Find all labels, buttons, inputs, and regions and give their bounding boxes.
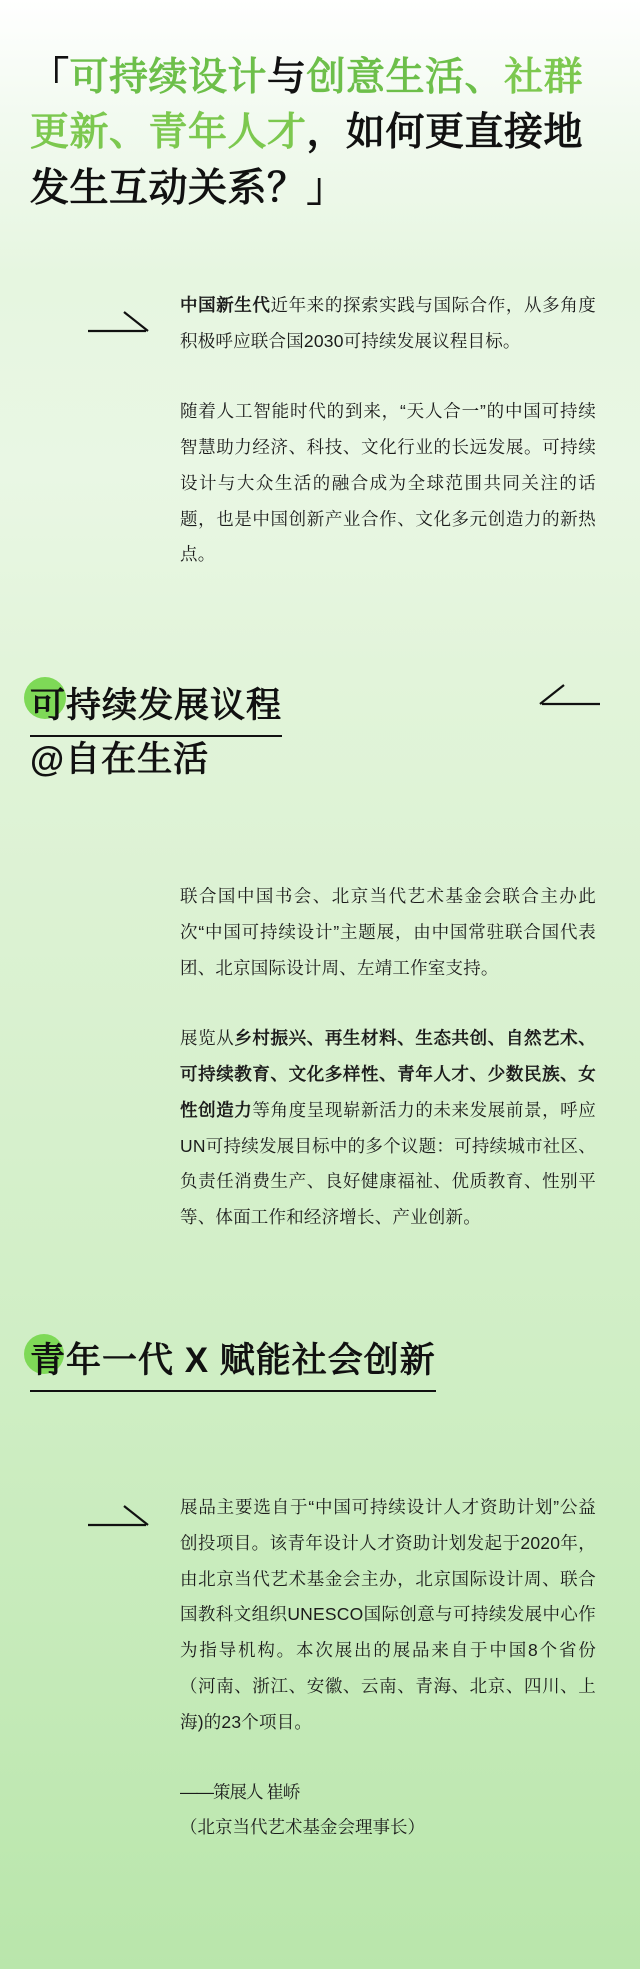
agenda-paragraph-2 bbox=[180, 1021, 596, 1236]
youth-paragraph: 展品主要选自于“中国可持续设计人才资助计划”公益创投项目。该青年设计人才资助计划发起于2020年，由北京当代艺术基金会主办，北京国际设计周、联合国教科文组织UNESCO国际创意与可持续发展中心作为指导机构。本次展出的展品来自于中国8个省份（河南、浙江、安徽、云南、青海、北京、四川、上海)的23个项目。 bbox=[180, 1496, 596, 1733]
headline-part2: 与 bbox=[267, 56, 307, 99]
agenda-paragraph-1: 联合国中国书会、北京当代艺术基金会联合主办此次“中国可持续设计”主题展，由中国常驻联合国代表团、北京国际设计周、左靖工作室支持。 bbox=[180, 886, 596, 979]
curator-signature bbox=[180, 1775, 596, 1845]
section-heading-youth-title: 青年一代 X 赋能社会创新 bbox=[30, 1338, 436, 1392]
section-heading-youth-text bbox=[30, 1338, 610, 1392]
arrow-right-icon bbox=[88, 1504, 150, 1534]
agenda-paragraph-2-post: 等角度呈现崭新活力的未来发展前景，呼应UN可持续发展目标中的多个议题：可持续城市社区、负责任消费生产、良好健康福祉、优质教育、性别平等、体面工作和经济增长、产业创新。 bbox=[180, 1099, 596, 1228]
headline-part5: ，如何 bbox=[306, 111, 426, 155]
section-heading-agenda-line1: 可持续发展议程 bbox=[30, 683, 282, 737]
intro-paragraph-2: 随着人工智能时代的到来，“天人合一”的中国可持续智慧助力经济、科技、文化行业的长远发展。可持续设计与大众生活的融合成为全球范围共同关注的话题，也是中国创新产业合作、文化多元创造力的新热点。 bbox=[180, 400, 596, 565]
headline-part1: 可持续设计 bbox=[69, 56, 268, 99]
curator-name: ——策展人 崔峤 bbox=[180, 1781, 300, 1802]
intro-lead-bold: 中国新生代 bbox=[180, 295, 271, 316]
page-title bbox=[30, 50, 610, 216]
agenda-body bbox=[180, 879, 596, 1236]
youth-section bbox=[0, 1490, 640, 1741]
intro-paragraph-1 bbox=[180, 288, 596, 360]
agenda-paragraph-2-pre: 展览从 bbox=[180, 1027, 235, 1048]
intro-lead-rest: 近年来的探索实践与国际合作，从多角度积极呼应联合国2030可持续发展议程目标。 bbox=[180, 295, 596, 351]
intro-section bbox=[0, 288, 640, 573]
agenda-paragraph-2-bold: 乡村振兴、再生材料、生态共创、自然艺术、可持续教育、文化多样性、青年人才、少数民族、女性创造力 bbox=[180, 1027, 596, 1120]
headline-part6: 更直接地发生互动关系？」 bbox=[30, 111, 584, 210]
section-heading-youth bbox=[30, 1332, 610, 1392]
section-heading-agenda bbox=[30, 677, 610, 783]
arrow-right-icon bbox=[88, 310, 150, 340]
section-heading-agenda-line2: @自在生活 bbox=[30, 739, 210, 779]
headline-part3: 创意生活、 bbox=[306, 56, 505, 99]
headline-open-bracket: 「 bbox=[30, 56, 70, 99]
curator-affiliation: （北京当代艺术基金会理事长） bbox=[180, 1816, 425, 1837]
section-heading-agenda-text bbox=[30, 683, 610, 783]
headline-part4: 社群更新、青年人才 bbox=[30, 56, 584, 155]
